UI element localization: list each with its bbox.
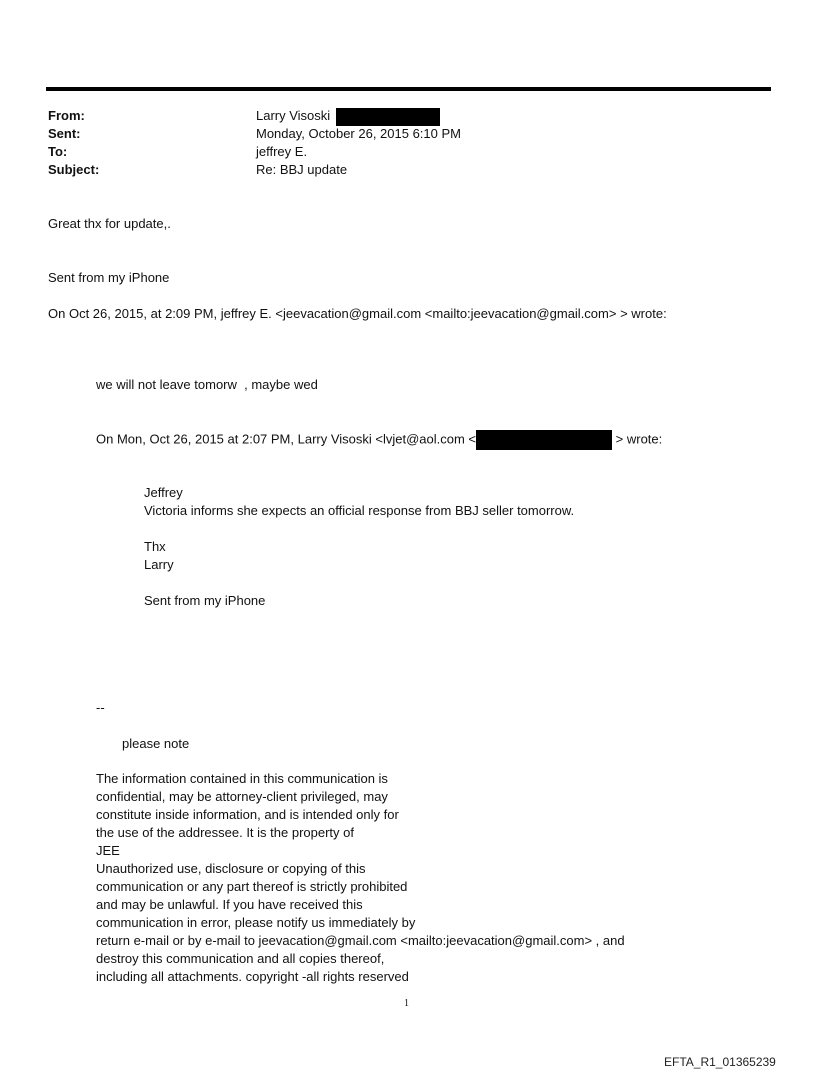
disclaimer-line: Unauthorized use, disclosure or copying of this bbox=[96, 861, 366, 876]
to-value: jeffrey E. bbox=[256, 144, 308, 159]
redaction-box bbox=[476, 430, 612, 450]
quote2-text: Victoria informs she expects an official response from BBJ seller tomorrow. bbox=[144, 503, 575, 518]
quote2-attribution-suffix: > wrote: bbox=[615, 431, 663, 447]
quote2-name: Larry bbox=[144, 557, 174, 572]
disclaimer-line: The information contained in this communication is bbox=[96, 771, 388, 786]
from-name: Larry Visoski bbox=[256, 108, 331, 123]
please-note: please note bbox=[122, 736, 190, 751]
from-label: From: bbox=[48, 108, 85, 123]
quote2-signature: Sent from my iPhone bbox=[144, 593, 266, 608]
disclaimer-line: communication in error, please notify us immediately by bbox=[96, 915, 416, 930]
reply-signature: Sent from my iPhone bbox=[48, 270, 170, 285]
disclaimer-line: and may be unlawful. If you have received this bbox=[96, 897, 363, 912]
disclaimer-line: communication or any part thereof is strictly prohibited bbox=[96, 879, 408, 894]
disclaimer-line: the use of the addressee. It is the property of bbox=[96, 825, 354, 840]
disclaimer-line: confidential, may be attorney-client privileged, may bbox=[96, 789, 388, 804]
subject-label: Subject: bbox=[48, 162, 100, 177]
header-divider bbox=[46, 87, 771, 91]
quote1-text: we will not leave tomorw , maybe wed bbox=[96, 377, 318, 392]
signature-separator: -- bbox=[96, 700, 105, 715]
disclaimer-line: JEE bbox=[96, 843, 120, 858]
reply-line: Great thx for update,. bbox=[48, 216, 171, 231]
disclaimer-line: including all attachments. copyright -all rights reserved bbox=[96, 969, 409, 984]
quote2-thx: Thx bbox=[144, 539, 166, 554]
to-label: To: bbox=[48, 144, 68, 159]
page-number: 1 bbox=[404, 998, 409, 1009]
quote1-attribution: On Oct 26, 2015, at 2:09 PM, jeffrey E. <jeevacation@gmail.com <mailto:jeevacation@gmail.com> > wrote: bbox=[48, 306, 667, 321]
subject-value: Re: BBJ update bbox=[256, 162, 348, 177]
disclaimer bbox=[96, 770, 625, 986]
quote2-attribution bbox=[96, 430, 662, 450]
sent-value: Monday, October 26, 2015 6:10 PM bbox=[256, 126, 461, 141]
document-id: EFTA_R1_01365239 bbox=[664, 1055, 776, 1069]
quote2-greeting: Jeffrey bbox=[144, 485, 183, 500]
from-value bbox=[256, 107, 440, 126]
quote2-attribution-prefix: On Mon, Oct 26, 2015 at 2:07 PM, Larry Visoski <lvjet@aol.com < bbox=[96, 431, 477, 447]
redaction-box bbox=[336, 108, 440, 126]
disclaimer-line: constitute inside information, and is intended only for bbox=[96, 807, 399, 822]
disclaimer-line: destroy this communication and all copies thereof, bbox=[96, 951, 385, 966]
disclaimer-line: return e-mail or by e-mail to jeevacation@gmail.com <mailto:jeevacation@gmail.com> , and bbox=[96, 933, 625, 948]
sent-label: Sent: bbox=[48, 126, 81, 141]
